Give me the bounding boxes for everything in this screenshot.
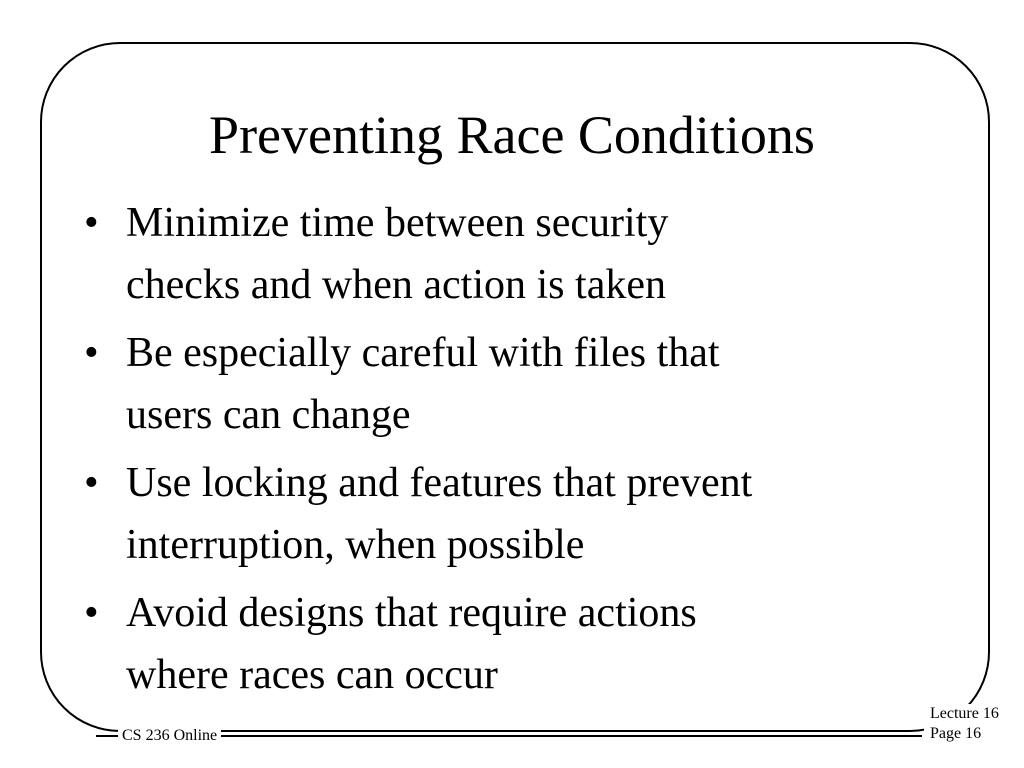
footer-page: Page 16 (930, 725, 982, 742)
bullet-text-line: users can change (126, 392, 411, 438)
footer-course: CS 236 Online (118, 727, 221, 745)
bullet-item (84, 582, 944, 706)
bullet-list (84, 192, 944, 712)
bullet-text-line: where races can occur (126, 652, 498, 698)
bullet-text-line: Avoid designs that require actions (126, 590, 697, 636)
footer-lecture: Lecture 16 (930, 705, 999, 722)
bullet-text-line: interruption, when possible (126, 522, 585, 568)
bullet-text-line: Minimize time between security (126, 200, 669, 246)
bullet-text-line: checks and when action is taken (126, 262, 666, 308)
bullet-item (84, 322, 944, 446)
bullet-marker: • (84, 200, 99, 246)
bullet-marker: • (84, 590, 99, 636)
footer-page-info (924, 704, 1005, 744)
bullet-item (84, 452, 944, 576)
bullet-marker: • (84, 460, 99, 506)
slide-title: Preventing Race Conditions (209, 105, 815, 165)
bullet-text-line: Be especially careful with files that (126, 330, 720, 376)
bullet-text-line: Use locking and features that prevent (126, 460, 753, 506)
bullet-marker: • (84, 330, 99, 376)
bullet-item (84, 192, 944, 316)
